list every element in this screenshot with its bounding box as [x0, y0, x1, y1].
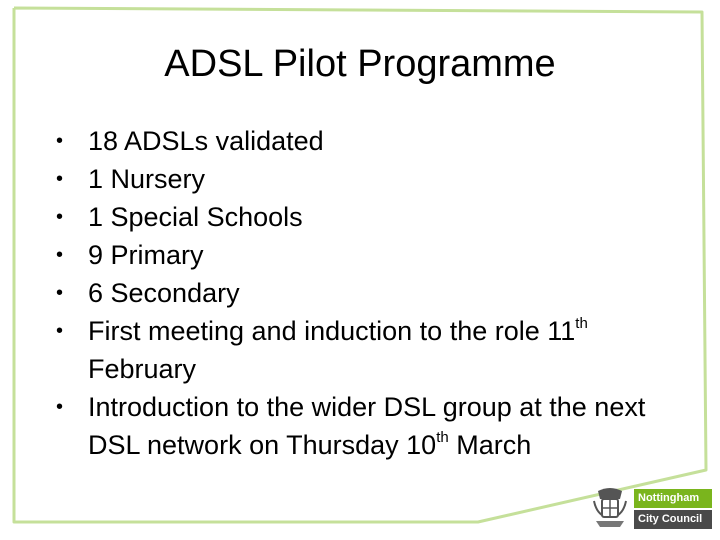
bullet-item — [52, 122, 652, 160]
bullet-item — [52, 274, 652, 312]
bullet-item — [52, 388, 652, 464]
bullet-text: Introduction to the wider DSL group at the next DSL network on Thursday 10 — [88, 392, 646, 460]
council-logo — [590, 485, 716, 530]
bullet-text: 1 Special Schools — [88, 202, 303, 232]
bullet-dot-icon: • — [56, 244, 64, 266]
bullet-text-continuation: March — [448, 430, 532, 460]
bullet-text: 6 Secondary — [88, 278, 240, 308]
coat-of-arms-icon — [590, 485, 630, 530]
logo-text-nottingham: Nottingham — [634, 489, 712, 508]
bullet-text: 18 ADSLs validated — [88, 126, 324, 156]
bullet-text: 1 Nursery — [88, 164, 206, 194]
bullet-superscript: th — [575, 315, 588, 332]
bullet-item — [52, 312, 652, 388]
bullet-text-continuation: February — [88, 354, 197, 384]
bullet-superscript: th — [436, 429, 449, 446]
bullet-dot-icon: • — [56, 168, 64, 190]
bullet-dot-icon: • — [56, 130, 64, 152]
bullet-item — [52, 198, 652, 236]
bullet-dot-icon: • — [56, 282, 64, 304]
bullet-dot-icon: • — [56, 206, 64, 228]
logo-text-city-council: City Council — [634, 510, 712, 529]
bullet-dot-icon: • — [56, 396, 64, 418]
bullet-text: 9 Primary — [88, 240, 204, 270]
slide-title: ADSL Pilot Programme — [164, 43, 556, 85]
bullet-item — [52, 236, 652, 274]
bullet-text: First meeting and induction to the role 11 — [88, 316, 576, 346]
bullet-item — [52, 160, 652, 198]
bullet-dot-icon: • — [56, 320, 64, 342]
bullet-list — [52, 122, 652, 464]
